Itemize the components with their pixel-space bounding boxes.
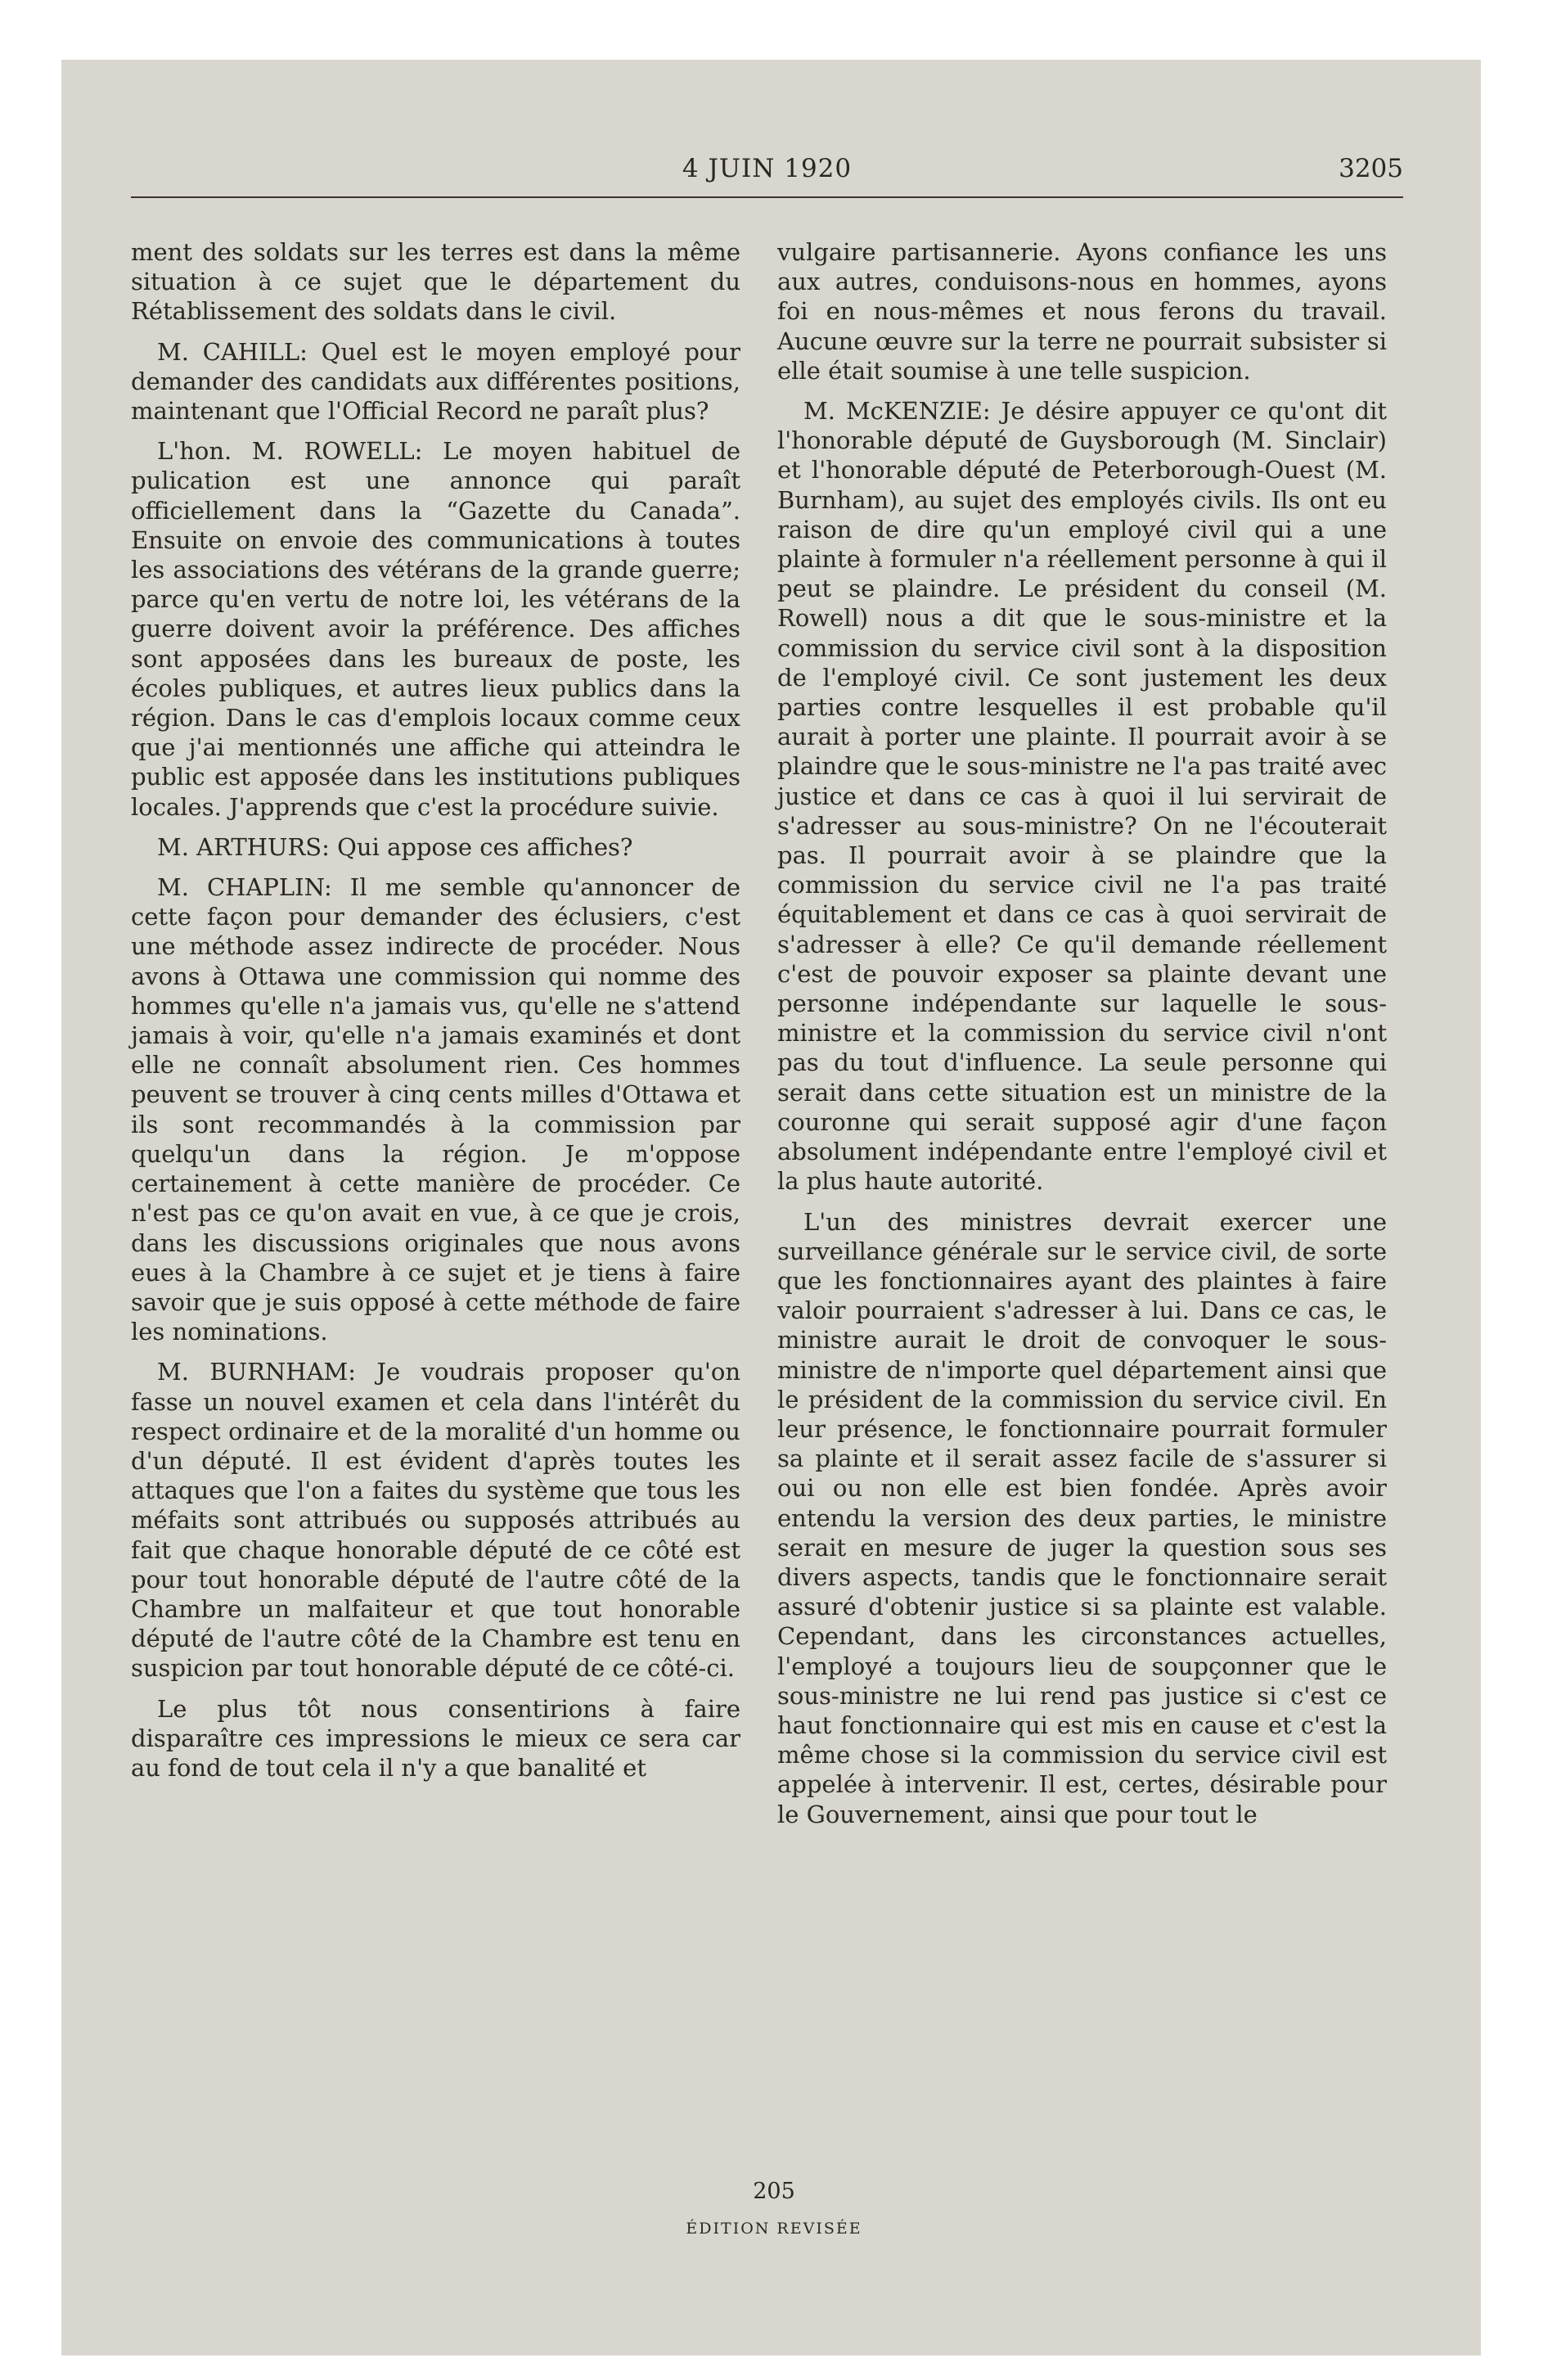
paragraph: ment des soldats sur les terres est dans la même situation à ce sujet que le département du Rétablissement des soldats dans le civil.	[131, 238, 740, 326]
right-column	[777, 237, 1387, 1840]
paragraph: Le plus tôt nous consentirions à faire disparaître ces impressions le mieux ce sera car au fond de tout cela il n'y a que banalité et	[131, 1694, 740, 1782]
paragraph: M. CAHILL: Quel est le moyen employé pour demander des candidats aux différentes positions, maintenant que l'Official Record ne paraît plus?	[131, 337, 740, 426]
paragraph: M. CHAPLIN: Il me semble qu'annoncer de cette façon pour demander des éclusiers, c'est une méthode assez indirecte de procéder. Nous avons à Ottawa une commission qui nomme des hommes qu'elle n'a jamais vus, qu'elle ne s'attend jamais à voir, qu'elle n'a jamais examinés et dont elle ne connaît absolument rien. Ces hommes peuvent se trouver à cinq cents milles d'Ottawa et ils sont recommandés à la commission par quelqu'un dans la région. Je m'oppose certainement à cette manière de procéder. Ce n'est pas ce qu'on avait en vue, à ce que je crois, dans les discussions originales que nous avons eues à la Chambre à ce sujet et je tiens à faire savoir que je suis opposé à cette méthode de faire les nominations.	[131, 873, 740, 1346]
header-date: 4 JUIN 1920	[682, 154, 853, 183]
paragraph: M. ARTHURS: Qui appose ces affiches?	[157, 832, 633, 861]
footer-page-number: 205	[753, 2179, 795, 2204]
footer-edition-label: ÉDITION REVISÉE	[686, 2220, 862, 2238]
paragraph: M. McKENZIE: Je désire appuyer ce qu'ont dit l'honorable député de Guysborough (M. Sinclair) et l'honorable député de Peterborough-Ouest (M. Burnham), au sujet des employés civils. Ils ont eu raison de dire qu'un employé civil qui a une plainte à formuler n'a réellement personne à qui il peut se plaindre. Le président du conseil (M. Rowell) nous a dit que le sous-ministre et la commission du service civil sont à la disposition de l'employé civil. Ce sont justement les deux parties contre lesquelles il est probable qu'il aurait à porter une plainte. Il pourrait avoir à se plaindre que le sous-ministre ne l'a pas traité avec justice et dans ce cas à quoi il lui servirait de s'adresser au sous-ministre? On ne l'écouterait pas. Il pourrait avoir à se plaindre que la commission du service civil ne l'a pas traité équitablement et dans ce cas à quoi servirait de s'adresser à elle? Ce qu'il demande réellement c'est de pouvoir exposer sa plainte devant une personne indépendante sur laquelle le sous-ministre et la commission du service civil n'ont pas du tout d'influence. La seule personne qui serait dans cette situation est un ministre de la couronne qui serait supposé agir d'une façon absolument indépendante entre l'employé civil et la plus haute autorité.	[777, 397, 1387, 1196]
paragraph: M. BURNHAM: Je voudrais proposer qu'on fasse un nouvel examen et cela dans l'intérêt du respect ordinaire et de la moralité d'un homme ou d'un député. Il est évident d'après toutes les attaques que l'on a faites du système que tous les méfaits sont attribués ou supposés attribués au fait que chaque honorable député de ce côté est pour tout honorable député de l'autre côté de la Chambre un malfaiteur et que tout honorable député de l'autre côté de la Chambre est tenu en suspicion par tout honorable député de ce côté-ci.	[131, 1358, 740, 1683]
paragraph: L'un des ministres devrait exercer une surveillance générale sur le service civil, de sorte que les fonctionnaires ayant des plaintes à faire valoir pourraient s'adresser à lui. Dans ce cas, le ministre aurait le droit de convoquer le sous-ministre de n'importe quel département ainsi que le président de la commission du service civil. En leur présence, le fonctionnaire pourrait formuler sa plainte et il serait assez facile de s'assurer si oui ou non elle est bien fondée. Après avoir entendu la version des deux parties, le ministre serait en mesure de juger la question sous ses divers aspects, tandis que le fonctionnaire serait assuré d'obtenir justice si sa plainte est valable. Cependant, dans les circonstances actuelles, l'employé a toujours lieu de soupçonner que le sous-ministre ne lui rend pas justice si c'est ce haut fonctionnaire qui est mis en cause et c'est la même chose si la commission du service civil est appelée à intervenir. Il est, certes, désirable pour le Gouvernement, ainsi que pour tout le	[777, 1207, 1387, 1828]
header-divider	[131, 196, 1403, 198]
header-page-number: 3205	[1339, 154, 1403, 183]
left-column	[131, 237, 740, 1793]
paragraph: vulgaire partisannerie. Ayons confiance les uns aux autres, conduisons-nous en hommes, ayons foi en nous-mêmes et nous ferons du travail. Aucune œuvre sur la terre ne pourrait subsister si elle était soumise à une telle suspicion.	[777, 238, 1387, 385]
page-header	[131, 154, 1403, 205]
paragraph: L'hon. M. ROWELL: Le moyen habituel de pulication est une annonce qui paraît officiellement dans la “Gazette du Canada”. Ensuite on envoie des communications à toutes les associations des vétérans de la grande guerre; parce qu'en vertu de notre loi, les vétérans de la guerre doivent avoir la préférence. Des affiches sont apposées dans les bureaux de poste, les écoles publiques, et autres lieux publics dans la région. Dans le cas d'emplois locaux comme ceux que j'ai mentionnés une affiche qui atteindra le public est apposée dans les institutions publiques locales. J'apprends que c'est la procédure suivie.	[131, 437, 740, 821]
